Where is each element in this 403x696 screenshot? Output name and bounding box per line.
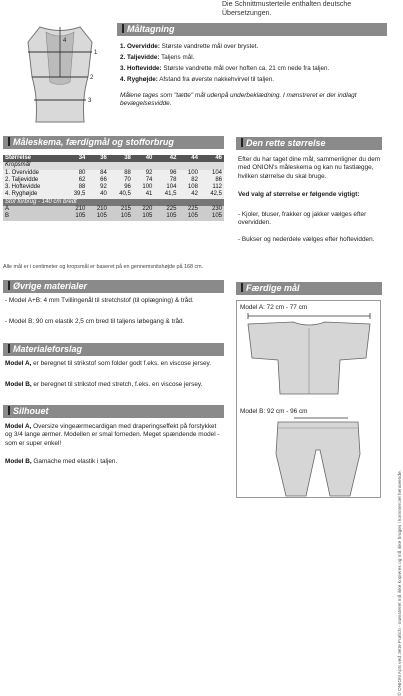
- cell: 41: [145, 191, 153, 198]
- rette-intro: Efter du har taget dine mål, sammenligner du dem med ONION's måleskema og kan nu fastlægge, hvilken størrelse du skal bruge.: [238, 156, 381, 180]
- ovrige-title: Øvrige materialer: [13, 281, 88, 291]
- fabric-label: Stof forbrug - 140 cm bredt: [5, 198, 77, 205]
- kropsmal-row: [3, 162, 224, 169]
- cell: 92: [145, 169, 153, 176]
- maltagning-title: Måltagning: [127, 24, 175, 34]
- ovrige-b: [5, 318, 223, 326]
- cell: 210: [96, 206, 107, 213]
- header-bar: [8, 137, 10, 146]
- materiale-b: [5, 381, 223, 389]
- cell: 62: [78, 176, 86, 183]
- maltagning-item-3: 3. Hoftevidde: Største vandrette mål over hoften ca. 21 cm nede fra taljen.: [120, 65, 330, 72]
- svg-text:3: 3: [88, 98, 92, 104]
- size-col: 34: [78, 155, 86, 161]
- cell: 220: [142, 206, 153, 213]
- top-note: Die Schnittmusterteile enthalten deutsche Übersetzungen.: [222, 1, 352, 17]
- size-col: 42: [169, 155, 177, 161]
- garment-a-figure: [238, 312, 380, 402]
- row-label: B: [5, 213, 10, 220]
- maltagning-list: [120, 41, 390, 85]
- model-b-value: 92 cm - 96 cm: [267, 408, 308, 415]
- size-label: Størrelse: [5, 155, 32, 161]
- cell: 100: [187, 169, 198, 176]
- cell: 105: [142, 213, 153, 220]
- cell: 42: [191, 191, 198, 198]
- silhouet-a: [5, 423, 223, 448]
- cell: 39,5: [73, 191, 86, 198]
- cell: 105: [211, 213, 222, 220]
- table-row: [3, 213, 224, 220]
- row-label: A: [5, 206, 10, 213]
- table-row: [3, 206, 224, 213]
- row-label: 2. Taljevidde: [5, 176, 39, 183]
- ovrige-header: [3, 280, 224, 293]
- rette-header: [236, 137, 382, 150]
- header-bar: [8, 406, 10, 415]
- ovrige-a-prefix: - Model A+B:: [5, 297, 42, 304]
- cell: 105: [96, 213, 107, 220]
- cell: 104: [211, 169, 222, 176]
- cell: 78: [169, 176, 177, 183]
- cell: 105: [166, 213, 177, 220]
- materiale-b-text: er beregnet til strikstof med stretch, f.eks. en viscose jersey.: [33, 381, 203, 388]
- cell: 105: [187, 213, 198, 220]
- row-label: 4. Ryghøjde: [5, 191, 38, 198]
- silhouet-header: [3, 405, 224, 418]
- size-col: 38: [124, 155, 131, 161]
- materiale-a-text: er beregnet til strikstof som folder godt f.eks. en viscose jersey.: [33, 360, 212, 367]
- cell: 230: [211, 206, 222, 213]
- rette-title: Den rette størrelse: [246, 138, 326, 148]
- materiale-title: Materialeforslag: [13, 344, 83, 354]
- kropsmal-label: Kropsmål: [5, 162, 31, 169]
- cell: 84: [100, 169, 107, 176]
- cell: 210: [75, 206, 86, 213]
- header-bar: [8, 344, 10, 353]
- cell: 104: [166, 184, 177, 191]
- cell: 92: [100, 184, 107, 191]
- header-bar: [241, 283, 243, 292]
- cell: 40: [100, 191, 107, 198]
- silhouet-a-text: Oversize vingeærmecardigan med draperingseffekt på forstykket og 3/4 lange ærmer. Modellen er smal forneden. Meget spændende model - som er super enkel!: [5, 423, 220, 447]
- copyright-sidebar: © ONION ApS ved Jette Frølich - mønsteret må ikke kopieres og må ikke bruges i kommerciel henseende.: [398, 470, 403, 696]
- faerdige-header: [236, 282, 382, 295]
- cell: 105: [75, 213, 86, 220]
- svg-text:2: 2: [90, 75, 94, 81]
- model-a-label: Model A:: [240, 304, 265, 311]
- silhouet-a-label: Model A,: [5, 423, 32, 430]
- fabric-header-row: [3, 199, 224, 206]
- size-table: [3, 155, 224, 221]
- ovrige-a-text: 4 mm Tvillingenål til stretchstof (til oplægning) & tråd.: [43, 297, 194, 304]
- cell: 225: [187, 206, 198, 213]
- cell: 96: [124, 184, 131, 191]
- silhouet-b-text: Gamache med elastik i taljen.: [33, 458, 118, 465]
- cell: 42,5: [210, 191, 222, 198]
- cell: 41,5: [164, 191, 177, 198]
- cell: 70: [124, 176, 131, 183]
- svg-text:1: 1: [94, 50, 98, 56]
- cell: 66: [100, 176, 107, 183]
- cell: 100: [142, 184, 153, 191]
- size-col: 46: [215, 155, 222, 161]
- cell: 225: [166, 206, 177, 213]
- cell: 112: [212, 184, 222, 191]
- size-col: 44: [191, 155, 198, 161]
- maltagning-header: [117, 23, 387, 36]
- header-bar: [122, 24, 124, 33]
- header-bar: [241, 138, 243, 147]
- model-a-value: 72 cm - 77 cm: [266, 304, 308, 311]
- model-b-label: Model B:: [240, 408, 266, 415]
- cell: 88: [78, 184, 86, 191]
- measurements-header: [3, 136, 224, 149]
- maltagning-note: Målene tages som "tætte" mål udenpå underbeklædning. I mønstreret er der indlagt bevægelsesvidde.: [120, 92, 357, 108]
- garment-b-figure: [238, 404, 380, 498]
- cell: 108: [187, 184, 198, 191]
- cell: 80: [78, 169, 86, 176]
- silhouet-b-label: Model B,: [5, 458, 32, 465]
- maltagning-item-2: 2. Taljevidde: Taljens mål.: [120, 54, 195, 61]
- silhouet-title: Silhouet: [13, 406, 49, 416]
- cell: 74: [145, 176, 153, 183]
- table-footnote: Alle mål er i centimeter og kropsmål er baseret på en gennemsnitshøjde på 168 cm.: [3, 264, 204, 270]
- cell: 40,5: [119, 191, 131, 198]
- rette-bullet-1: - Kjoler, bluser, frakker og jakker vælges efter overvidden.: [238, 211, 367, 227]
- size-header-row: [3, 155, 224, 162]
- table-row: [3, 191, 224, 198]
- cell: 105: [120, 213, 131, 220]
- svg-text:4: 4: [63, 38, 67, 44]
- materiale-b-label: Model B,: [5, 381, 32, 388]
- ovrige-a: [5, 297, 223, 305]
- table-row: [3, 177, 224, 184]
- table-row: [3, 170, 224, 177]
- materiale-header: [3, 343, 224, 356]
- table-row: [3, 184, 224, 191]
- body-measure-figure: [10, 22, 110, 127]
- cell: 215: [120, 206, 131, 213]
- size-col: 40: [145, 155, 153, 161]
- ovrige-b-text: 90 cm elastik 2,5 cm bred til taljens løbegang & tråd.: [35, 318, 185, 325]
- cell: 82: [191, 176, 198, 183]
- cell: 96: [169, 169, 177, 176]
- silhouet-b: [5, 458, 223, 466]
- materiale-a-label: Model A,: [5, 360, 32, 367]
- maltagning-item-4: 4. Ryghøjde: Afstand fra øverste nakkehvirvel til taljen.: [120, 76, 275, 83]
- materiale-a: [5, 360, 223, 368]
- row-label: 3. Hoftevidde: [5, 184, 41, 191]
- faerdige-title: Færdige mål: [246, 283, 300, 293]
- ovrige-b-prefix: - Model B:: [5, 318, 35, 325]
- maltagning-item-1: 1. Overvidde: Største vandrette mål over brystet.: [120, 43, 259, 50]
- size-col: 36: [100, 155, 107, 161]
- rette-bold: Ved valg af størrelse er følgende vigtigt:: [238, 191, 360, 198]
- row-label: 1. Overvidde: [5, 169, 40, 176]
- cell: 86: [215, 176, 222, 183]
- header-bar: [8, 281, 10, 290]
- cell: 88: [124, 169, 131, 176]
- measurements-title: Måleskema, færdigmål og stofforbrug: [13, 137, 174, 147]
- rette-bullet-2: - Bukser og nederdele vælges efter hoftevidden.: [238, 236, 375, 243]
